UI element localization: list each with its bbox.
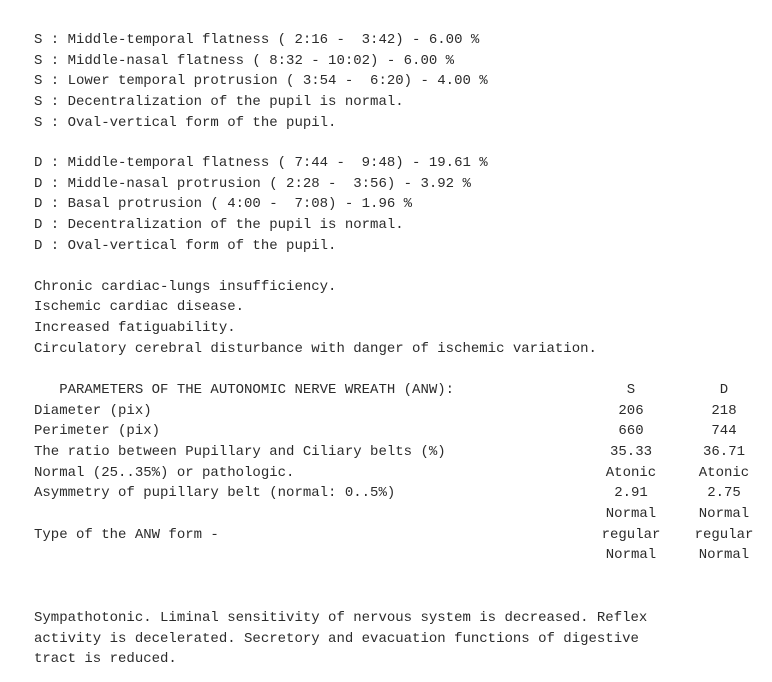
anw-row-s-value: 660 (618, 423, 644, 439)
anw-row-label: Diameter (pix) (34, 403, 152, 419)
anw-row-label: Type of the ANW form - (34, 527, 219, 543)
anw-row-d-value: Atonic (698, 465, 750, 481)
s-finding-line: S : Middle-temporal flatness ( 2:16 - 3:42) - 6.00 % (34, 32, 480, 48)
conclusion-line: activity is decelerated. Secretory and evacuation functions of digestive (34, 631, 639, 647)
d-finding-line: D : Oval-vertical form of the pupil. (34, 238, 337, 254)
d-finding-line: D : Decentralization of the pupil is normal. (34, 217, 404, 233)
d-finding-line: D : Basal protrusion ( 4:00 - 7:08) - 1.96 % (34, 196, 413, 212)
s-finding-line: S : Lower temporal protrusion ( 3:54 - 6:20) - 4.00 % (34, 73, 488, 89)
anw-row-d-value: Normal (698, 506, 750, 522)
anw-row-d-value: 218 (711, 403, 737, 419)
anw-row-label: The ratio between Pupillary and Ciliary belts (%) (34, 444, 446, 460)
anw-row-s-value: 206 (618, 403, 644, 419)
diagnosis-line: Ischemic cardiac disease. (34, 299, 245, 315)
conclusion-line: tract is reduced. (34, 651, 177, 667)
d-finding-line: D : Middle-nasal protrusion ( 2:28 - 3:56) - 3.92 % (34, 176, 471, 192)
anw-row-label: Asymmetry of pupillary belt (normal: 0..5%) (34, 485, 396, 501)
anw-row-s-value: Atonic (605, 465, 657, 481)
anw-row-s-value: 35.33 (609, 444, 652, 460)
anw-row-s-value: Normal (605, 547, 657, 563)
anw-header: PARAMETERS OF THE AUTONOMIC NERVE WREATH (ANW): (34, 382, 455, 398)
s-finding-line: S : Decentralization of the pupil is normal. (34, 94, 404, 110)
diagnosis-line: Chronic cardiac-lungs insufficiency. (34, 279, 337, 295)
d-finding-line: D : Middle-temporal flatness ( 7:44 - 9:48) - 19.61 % (34, 155, 488, 171)
anw-row-d-value: 2.75 (707, 485, 741, 501)
conclusion-line: Sympathotonic. Liminal sensitivity of nervous system is decreased. Reflex (34, 610, 648, 626)
anw-row-d-value: Normal (698, 547, 750, 563)
anw-row-d-value: regular (694, 527, 754, 543)
anw-row-d-value: 36.71 (702, 444, 745, 460)
anw-column-d-header: D (719, 382, 729, 398)
anw-row-s-value: 2.91 (614, 485, 648, 501)
anw-row-label: Normal (25..35%) or pathologic. (34, 465, 295, 481)
anw-row-label: Perimeter (pix) (34, 423, 161, 439)
anw-row-d-value: 744 (711, 423, 737, 439)
s-finding-line: S : Oval-vertical form of the pupil. (34, 115, 337, 131)
anw-row-s-value: regular (601, 527, 661, 543)
anw-row-s-value: Normal (605, 506, 657, 522)
anw-column-s-header: S (626, 382, 636, 398)
s-finding-line: S : Middle-nasal flatness ( 8:32 - 10:02) - 6.00 % (34, 53, 455, 69)
diagnosis-line: Increased fatiguability. (34, 320, 236, 336)
diagnosis-line: Circulatory cerebral disturbance with danger of ischemic variation. (34, 341, 597, 357)
